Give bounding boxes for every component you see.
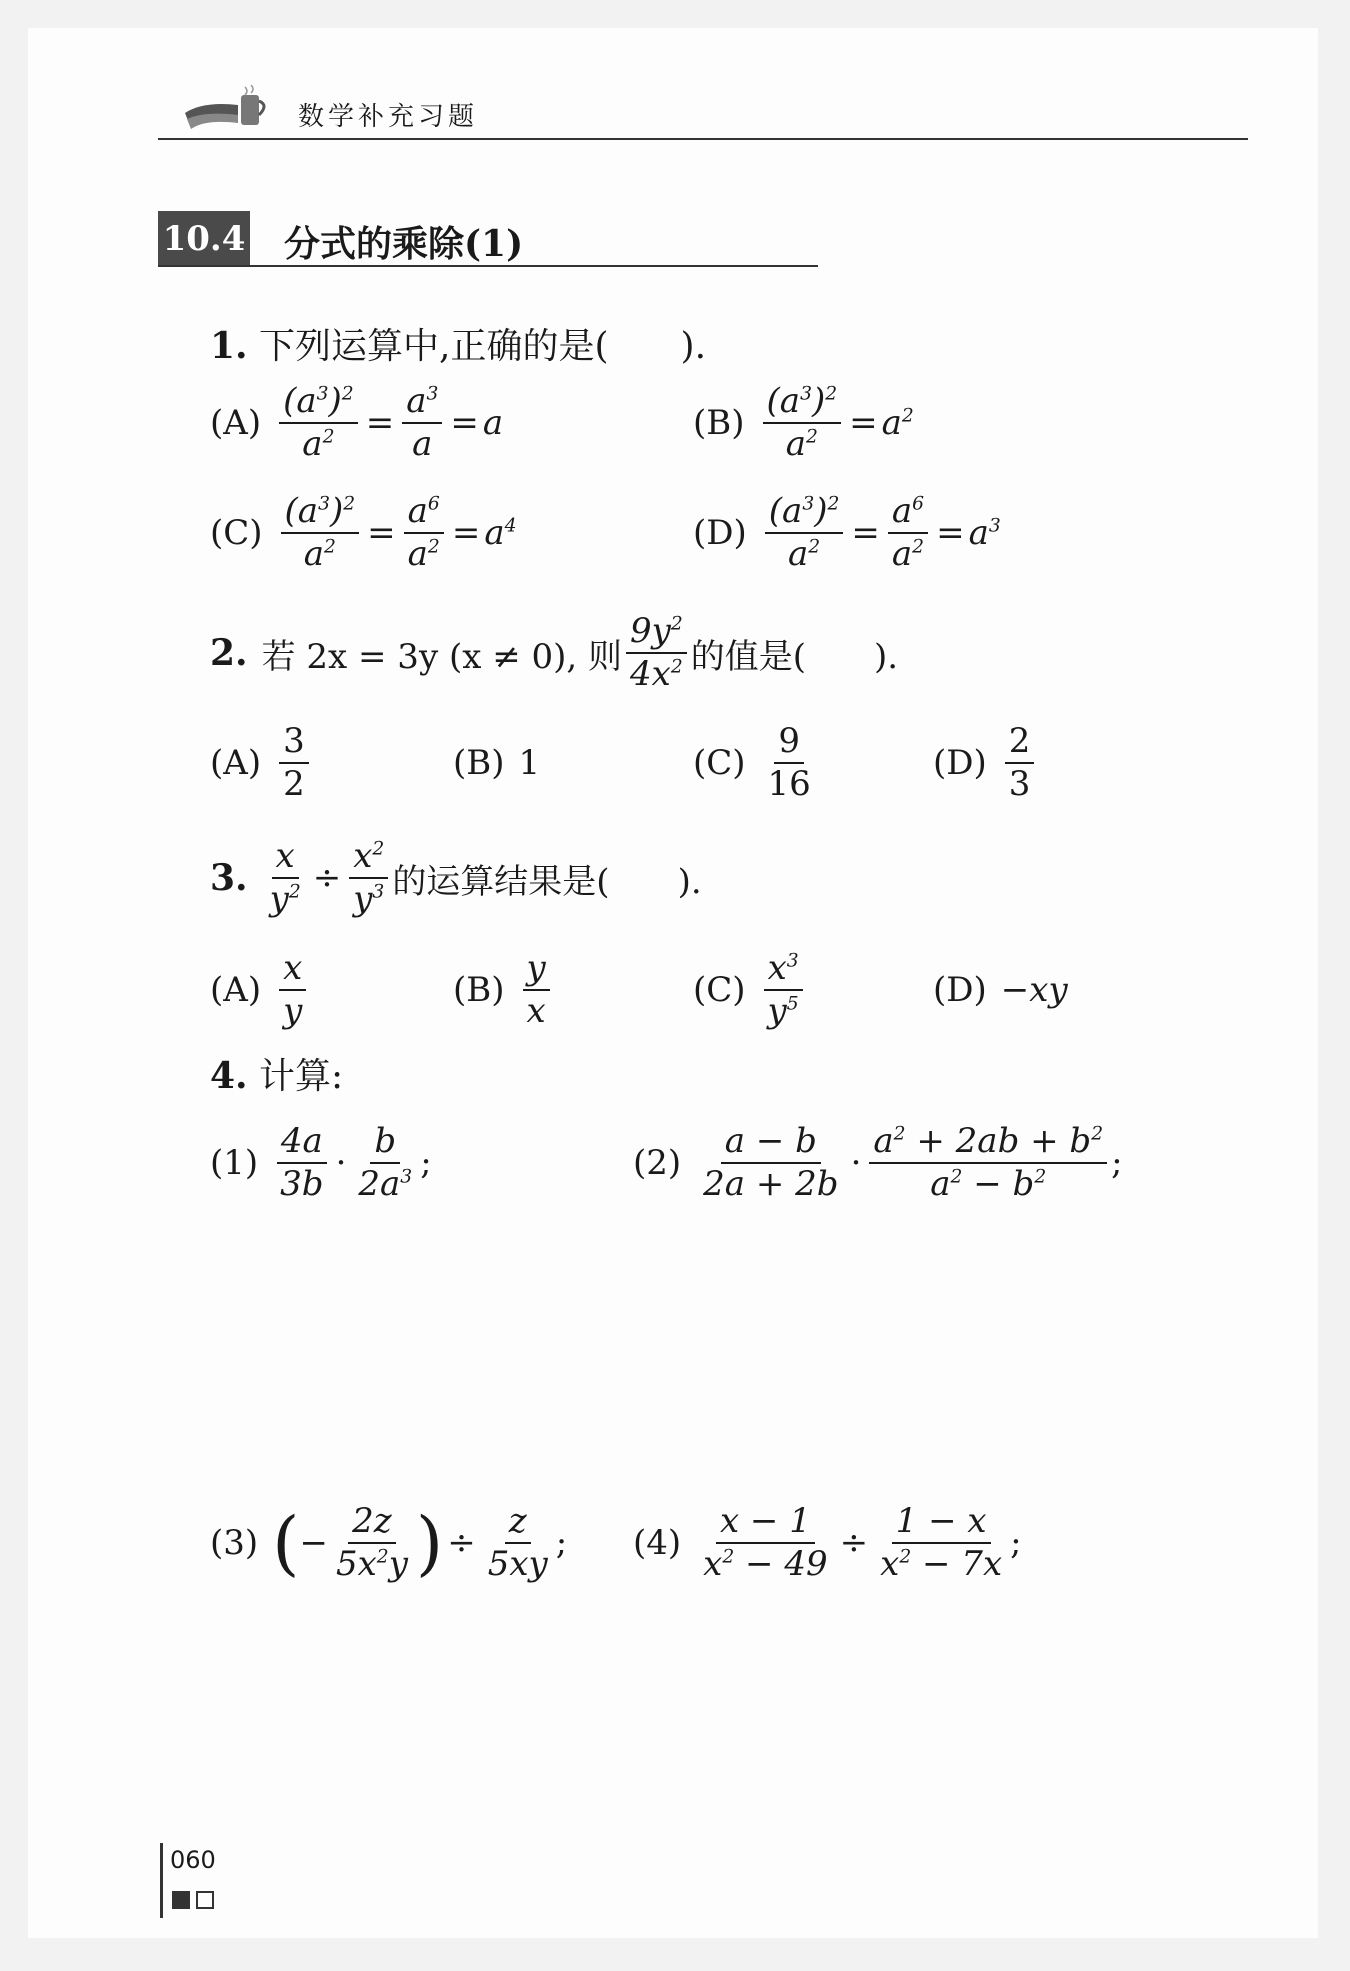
question-number: 1. bbox=[210, 325, 248, 367]
option-label: (A) bbox=[210, 403, 262, 444]
header-divider bbox=[158, 138, 1248, 140]
option-label: (B) bbox=[693, 403, 745, 444]
book-cup-icon bbox=[183, 83, 273, 133]
fraction: $\frac{x^3}{y^5}$ bbox=[764, 950, 803, 1031]
q1-option-b[interactable]: (B) $\frac{(a^3)^2}{a^2}$ = $a^2$ bbox=[693, 381, 914, 465]
question-number: 3. bbox=[210, 857, 248, 900]
option-label: (C) bbox=[693, 970, 746, 1011]
fraction: $\frac{3}{2}$ bbox=[279, 723, 309, 804]
fraction: $\frac{a^3}{a}$ bbox=[402, 383, 442, 464]
question-text: 下列运算中,正确的是( ). bbox=[259, 326, 707, 367]
fraction: $\frac{a^6}{a^2}$ bbox=[404, 493, 444, 574]
fraction: $\frac{x}{y^2}$ bbox=[269, 836, 301, 920]
question-text-post: 的值是( ). bbox=[690, 636, 899, 677]
fraction: $\frac{9y^2}{4x^2}$ bbox=[626, 613, 687, 694]
option-label: (A) bbox=[210, 743, 262, 784]
q4-part-1: (1) $\frac{4a}{3b}$ · $\frac{b}{2a^3}$ ; bbox=[210, 1121, 432, 1205]
fraction: $\frac{y}{x}$ bbox=[523, 950, 550, 1031]
part-label: (1) bbox=[210, 1143, 259, 1184]
fraction: $\frac{a^2 + 2ab + b^2}{a^2 - b^2}$ bbox=[869, 1123, 1107, 1204]
option-label: (B) bbox=[453, 970, 505, 1011]
fraction: $\frac{9}{16}$ bbox=[767, 721, 811, 805]
footer-bar bbox=[160, 1843, 163, 1918]
part-label: (4) bbox=[633, 1523, 682, 1564]
fraction: $\frac{(a^3)^2}{a^2}$ bbox=[765, 493, 844, 574]
question-3: 3. $\frac{x}{y^2}$ ÷ $\frac{x^2}{y^3}$ 的运算结果是( ). bbox=[210, 836, 702, 920]
section-title: 分式的乘除(1) bbox=[284, 223, 524, 265]
q2-option-c[interactable] bbox=[693, 723, 819, 804]
question-text-post: 的运算结果是( ). bbox=[392, 861, 702, 902]
q4-part-3: (3) ( − $\frac{2z}{5x^2y}$ ) ÷ $\frac{z}{5xy}$ ; bbox=[210, 1501, 568, 1585]
fraction: $\frac{a^6}{a^2}$ bbox=[888, 493, 928, 574]
part-label: (2) bbox=[633, 1143, 682, 1184]
q3-option-b[interactable] bbox=[453, 950, 554, 1031]
q1-option-c[interactable]: (C) $\frac{(a^3)^2}{a^2}$ = $\frac{a^6}{a^2}$ = $a^4$ bbox=[210, 491, 517, 575]
option-label: (C) bbox=[693, 743, 746, 784]
part-label: (3) bbox=[210, 1523, 259, 1564]
q3-option-c[interactable] bbox=[693, 950, 807, 1031]
question-1 bbox=[210, 318, 706, 369]
fraction: $\frac{2}{3}$ bbox=[1005, 723, 1035, 804]
fraction: $\frac{x - 1}{x^2 - 49}$ bbox=[703, 1501, 828, 1585]
fraction: $\frac{x}{y}$ bbox=[279, 950, 306, 1031]
fraction: $\frac{(a^3)^2}{a^2}$ bbox=[279, 383, 358, 464]
question-4 bbox=[210, 1048, 343, 1099]
option-label: (B) bbox=[453, 743, 505, 783]
page-number: 060 bbox=[170, 1846, 216, 1874]
fraction: $\frac{x^2}{y^3}$ bbox=[349, 838, 388, 919]
fraction: $\frac{a - b}{2a + 2b}$ bbox=[703, 1121, 839, 1205]
q1-option-a[interactable]: (A) $\frac{(a^3)^2}{a^2}$ = $\frac{a^3}{a}$ = a bbox=[210, 381, 504, 465]
option-label: (C) bbox=[210, 513, 263, 554]
question-2 bbox=[210, 613, 898, 694]
option-label: (D) bbox=[933, 970, 987, 1010]
question-number: 2. bbox=[210, 632, 248, 675]
question-text-pre: 若 2x = 3y (x ≠ 0), 则 bbox=[261, 636, 623, 677]
q1-option-d[interactable]: (D) $\frac{(a^3)^2}{a^2}$ = $\frac{a^6}{a^2}$ = $a^3$ bbox=[693, 491, 1001, 575]
q3-option-d[interactable] bbox=[933, 970, 1068, 1010]
option-label: (D) bbox=[933, 743, 987, 784]
fraction: $\frac{b}{2a^3}$ bbox=[358, 1121, 413, 1205]
page bbox=[28, 28, 1318, 1938]
option-label: (A) bbox=[210, 970, 262, 1011]
filled-square-icon bbox=[172, 1891, 190, 1909]
option-value: −xy bbox=[1000, 970, 1068, 1010]
fraction: $\frac{4a}{3b}$ bbox=[276, 1123, 327, 1204]
fraction: $\frac{(a^3)^2}{a^2}$ bbox=[281, 493, 360, 574]
fraction: $\frac{2z}{5x^2y}$ bbox=[335, 1501, 408, 1585]
question-text: 计算: bbox=[259, 1056, 344, 1097]
question-number: 4. bbox=[210, 1055, 248, 1097]
fraction: $\frac{(a^3)^2}{a^2}$ bbox=[763, 383, 842, 464]
fraction: $\frac{z}{5xy}$ bbox=[487, 1501, 548, 1585]
q4-part-2: (2) $\frac{a - b}{2a + 2b}$ · $\frac{a^2 + 2ab + b^2}{a^2 - b^2}$ ; bbox=[633, 1121, 1123, 1205]
empty-square-icon bbox=[196, 1891, 214, 1909]
section-number-badge: 10.4 bbox=[158, 211, 250, 267]
fraction: $\frac{1 - x}{x^2 - 7x}$ bbox=[880, 1501, 1003, 1585]
q4-part-4: (4) $\frac{x - 1}{x^2 - 49}$ ÷ $\frac{1 - x}{x^2 - 7x}$ ; bbox=[633, 1501, 1022, 1585]
q2-option-b[interactable] bbox=[453, 743, 540, 783]
header-title: 数学补充习题 bbox=[298, 102, 479, 132]
q2-option-d[interactable] bbox=[933, 723, 1038, 804]
option-label: (D) bbox=[693, 513, 747, 554]
section-divider bbox=[158, 265, 818, 267]
option-value: 1 bbox=[518, 743, 541, 783]
q3-option-a[interactable] bbox=[210, 950, 310, 1031]
q2-option-a[interactable] bbox=[210, 723, 313, 804]
